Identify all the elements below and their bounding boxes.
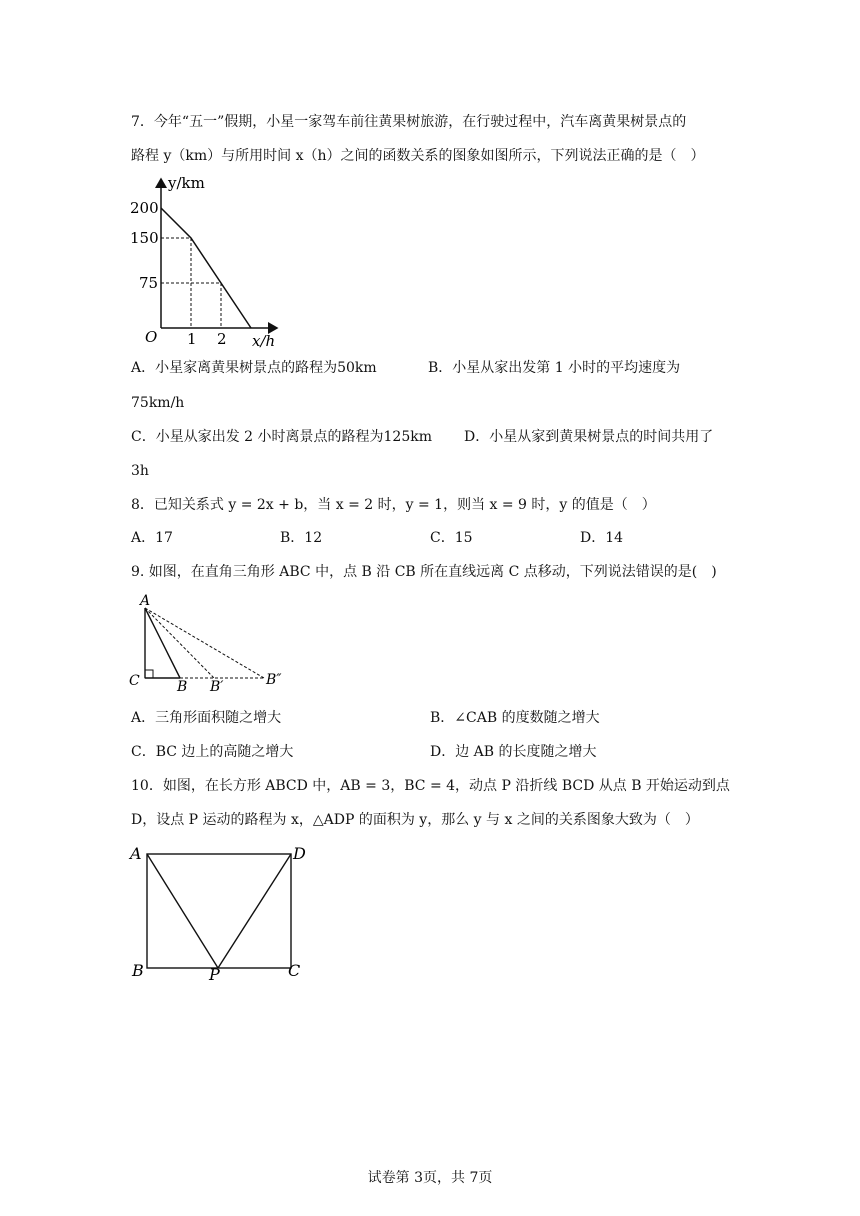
y-tick-200: 200: [130, 199, 159, 217]
y-tick-75: 75: [139, 274, 159, 292]
q10-stem-line2: D，设点 P 运动的路程为 x，△ADP 的面积为 y，那么 y 与 x 之间的关系图象大致为（ ）: [131, 812, 699, 828]
origin-label: O: [145, 328, 158, 346]
label-a: A: [140, 593, 151, 609]
q9-option-c: C．BC 边上的高随之增大: [131, 744, 294, 760]
q9-triangle-figure: [128, 592, 298, 695]
label-b: B: [177, 679, 188, 695]
q9-option-d: D．边 AB 的长度随之增大: [430, 744, 597, 760]
q7-option-c: C．小星从家出发 2 小时离景点的路程为125km: [131, 429, 432, 445]
y-axis-label: y/km: [168, 174, 205, 192]
q7-option-a: A．小星家离黄果树景点的路程为50km: [131, 360, 377, 376]
label-b-prime: B′: [210, 679, 224, 695]
label-d: D: [293, 844, 306, 863]
q8-option-d: D．14: [580, 530, 624, 546]
q8-option-a: A．17: [131, 530, 173, 546]
label-b-double-prime: B″: [266, 672, 282, 688]
q10-rectangle-figure: [128, 842, 308, 982]
label-c: C: [288, 961, 301, 980]
q7-stem-line1: 7．今年“五一”假期，小星一家驾车前往黄果树旅游，在行驶过程中，汽车离黄果树景点的: [131, 114, 687, 130]
segment-ap: [147, 854, 218, 968]
dash-ab1: [145, 608, 214, 678]
q10-stem-line1: 10．如图，在长方形 ABCD 中，AB = 3，BC = 4，动点 P 沿折线 BCD 从点 B 开始运动到点: [131, 778, 730, 794]
segment-dp: [218, 854, 291, 968]
x-tick-2: 2: [217, 330, 227, 348]
q8-option-b: B．12: [280, 530, 323, 546]
q8-stem: 8．已知关系式 y = 2x + b，当 x = 2 时，y = 1，则当 x = 9 时，y 的值是（ ）: [131, 497, 656, 513]
q8-option-c: C．15: [430, 530, 473, 546]
label-a: A: [130, 844, 142, 863]
label-p: P: [209, 965, 220, 984]
y-tick-150: 150: [130, 229, 159, 247]
q9-option-b: B．∠CAB 的度数随之增大: [430, 710, 600, 726]
q7-distance-time-graph: [130, 174, 290, 350]
graph-line: [161, 208, 251, 328]
q7-option-b-cont: 75km/h: [131, 395, 185, 411]
page-footer: 试卷第 3页，共 7页: [367, 1170, 493, 1186]
q7-option-d-cont: 3h: [131, 463, 149, 479]
label-c: C: [129, 673, 140, 689]
rectangle-abcd: [147, 854, 291, 968]
q9-option-a: A．三角形面积随之增大: [131, 710, 282, 726]
x-tick-1: 1: [187, 330, 197, 348]
q9-stem: 9. 如图，在直角三角形 ABC 中，点 B 沿 CB 所在直线远离 C 点移动，下列说法错误的是( ): [131, 564, 717, 580]
q7-option-b: B．小星从家出发第 1 小时的平均速度为: [428, 360, 681, 376]
q7-option-d: D．小星从家到黄果树景点的时间共用了: [464, 429, 714, 445]
q7-stem-line2: 路程 y（km）与所用时间 x（h）之间的函数关系的图象如图所示，下列说法正确的是（ ）: [131, 148, 705, 164]
x-axis-label: x/h: [252, 332, 276, 350]
right-angle-mark: [145, 670, 153, 678]
label-b: B: [132, 961, 144, 980]
